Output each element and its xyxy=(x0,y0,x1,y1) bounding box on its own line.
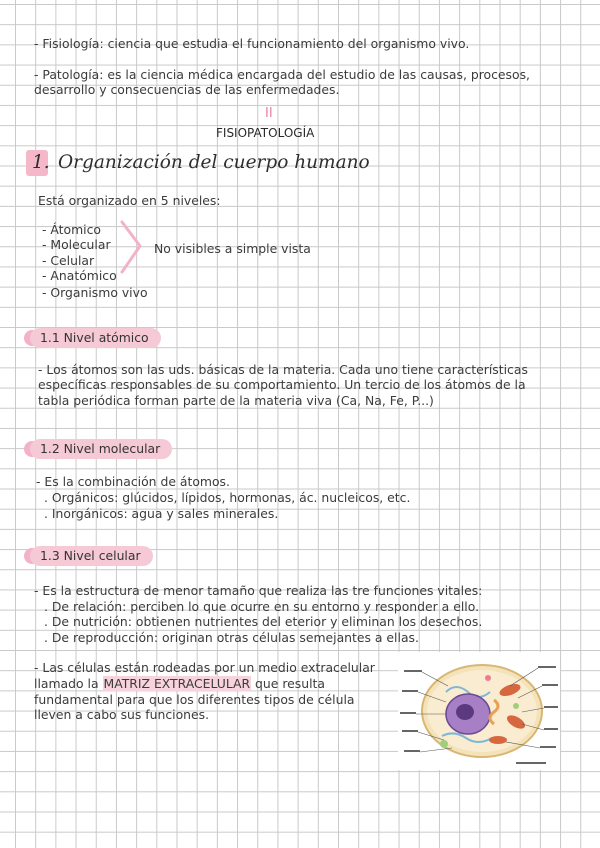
matrix-line: - Las células están rodeadas por un medio extracelular xyxy=(34,660,375,675)
level-item: - Organismo vivo xyxy=(42,285,148,300)
paragraph-line: - Es la combinación de átomos. xyxy=(36,474,230,489)
paragraph-line: . Orgánicos: glúcidos, lípidos, hormonas, ác. nucleicos, etc. xyxy=(44,490,411,505)
brace-note: No visibles a simple vista xyxy=(154,241,311,256)
paragraph-line: . De relación: perciben lo que ocurre en su entorno y responder a ello. xyxy=(44,599,480,614)
heading-1-3-label: 1.3 Nivel celular xyxy=(40,548,141,563)
heading-1-2-label: 1.2 Nivel molecular xyxy=(40,441,161,456)
heading-1-1-label: 1.1 Nivel atómico xyxy=(40,330,149,345)
heading-marker xyxy=(24,548,40,564)
paragraph-line: específicas responsables de su comportamiento. Un tercio de los átomos de la xyxy=(38,377,526,392)
paragraph-line: . De reproducción: originan otras células semejantes a ellas. xyxy=(44,630,419,645)
heading-1-1 xyxy=(30,328,161,348)
level-item: - Anatómico xyxy=(42,268,117,283)
matrix-line xyxy=(34,676,325,691)
paragraph-line: . Inorgánicos: agua y sales minerales. xyxy=(44,506,279,521)
heading-marker xyxy=(24,441,40,457)
level-item: - Celular xyxy=(42,253,95,268)
chapter-numeral: II xyxy=(265,106,273,121)
fisiologia-definition: - Fisiología: ciencia que estudia el funcionamiento del organismo vivo. xyxy=(34,36,470,51)
matrix-line: fundamental para que los diferentes tipos de célula xyxy=(34,692,355,707)
paragraph-line: - Es la estructura de menor tamaño que realiza las tre funciones vitales: xyxy=(34,583,483,598)
chapter-label: FISIOPATOLOGÍA xyxy=(216,126,315,140)
paragraph-line: tabla periódica forman parte de la materia viva (Ca, Na, Fe, P...) xyxy=(38,393,434,408)
section-1-number: 1. xyxy=(32,152,50,173)
heading-1-2 xyxy=(30,439,172,459)
patologia-definition-cont: desarrollo y consecuencias de las enfermedades. xyxy=(34,82,340,97)
patologia-definition: - Patología: es la ciencia médica encargada del estudio de las causas, procesos, xyxy=(34,67,530,82)
paragraph-line: - Los átomos son las uds. básicas de la materia. Cada uno tiene características xyxy=(38,362,528,377)
matrix-line: lleven a cabo sus funciones. xyxy=(34,707,210,722)
levels-intro: Está organizado en 5 niveles: xyxy=(38,193,221,208)
heading-marker xyxy=(24,330,40,346)
paragraph-line: . De nutrición: obtienen nutrientes del eterior y eliminan los desechos. xyxy=(44,614,483,629)
brace-icon xyxy=(118,220,148,280)
level-item: - Molecular xyxy=(42,237,111,252)
matrix-term-highlight: MATRIZ EXTRACELULAR xyxy=(103,676,251,691)
cell-diagram-image xyxy=(398,652,560,770)
matrix-post: que resulta xyxy=(251,676,325,691)
heading-1-3 xyxy=(30,546,153,566)
matrix-pre: llamado la xyxy=(34,676,103,691)
section-1-title: Organización del cuerpo humano xyxy=(58,152,370,173)
level-item: - Átomico xyxy=(42,222,102,237)
